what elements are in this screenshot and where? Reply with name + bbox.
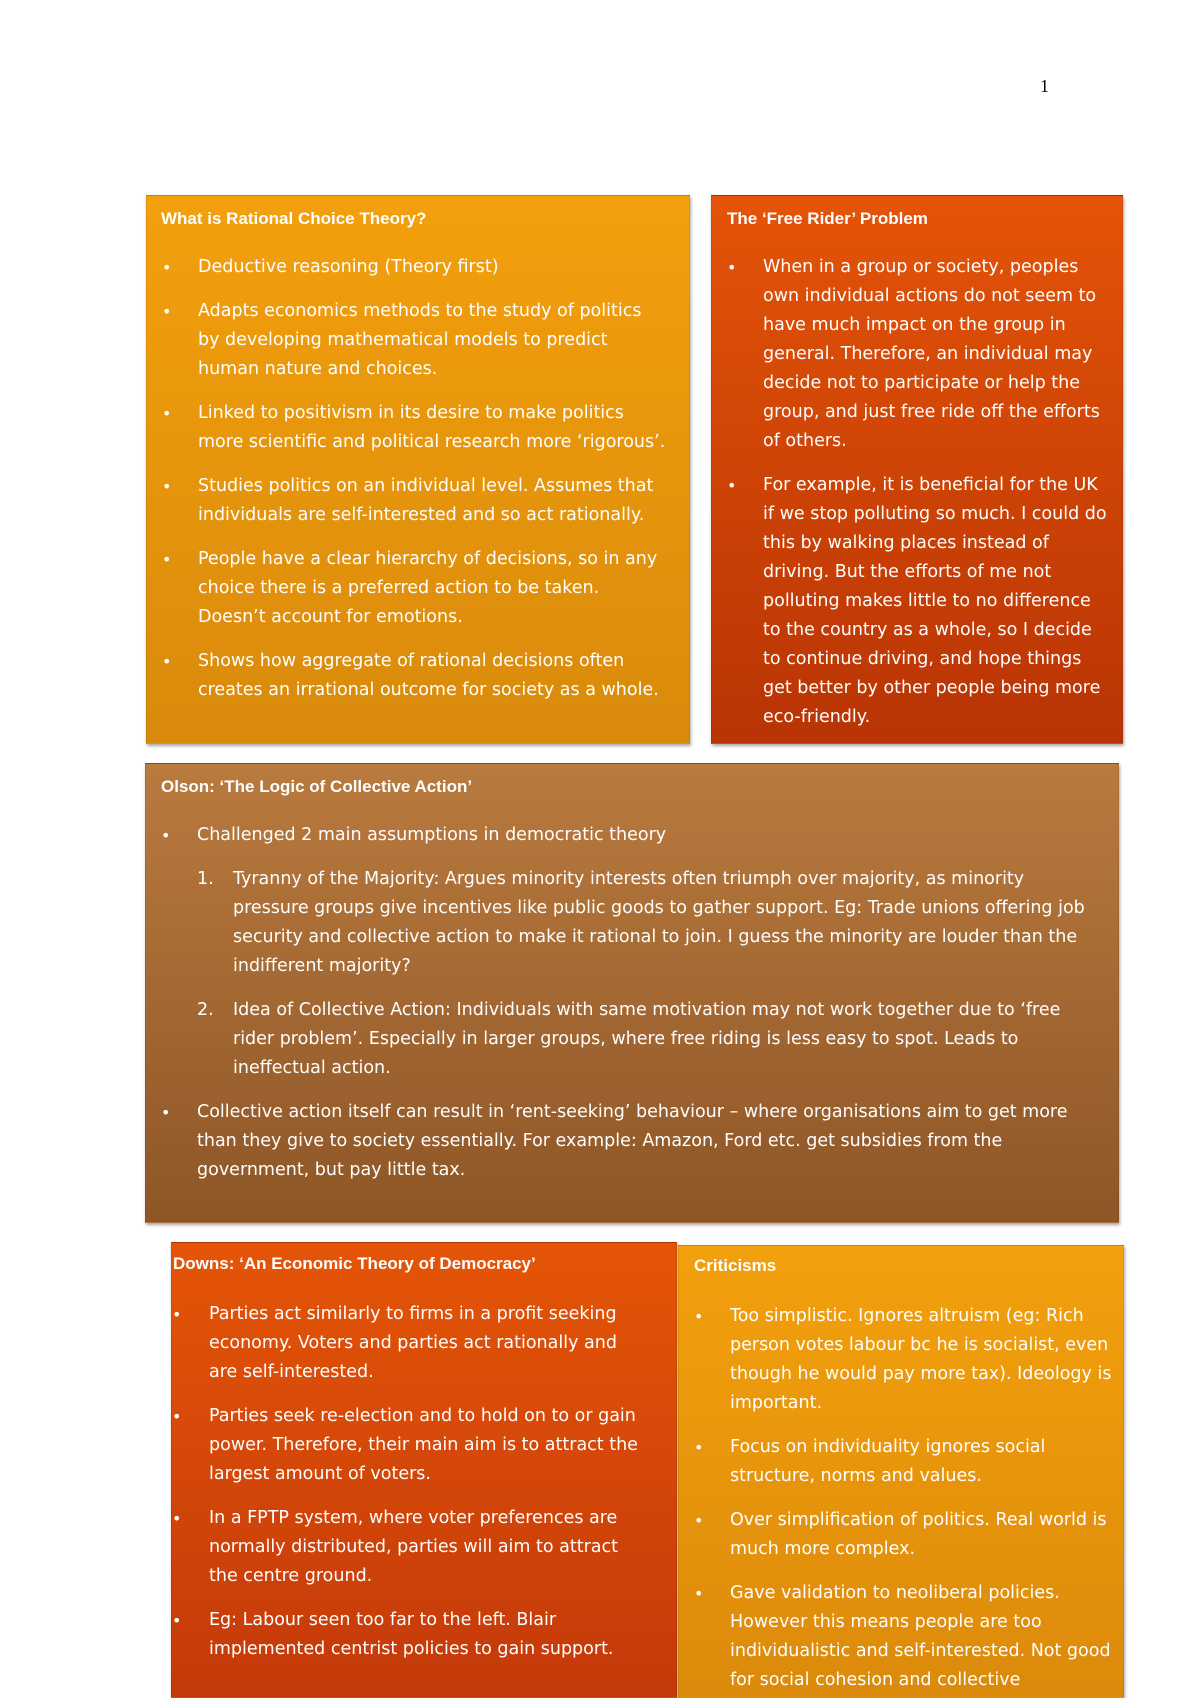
bullet-icon: • [694, 1438, 704, 1457]
criticisms-box [678, 1245, 1124, 1698]
free-rider-box [711, 195, 1123, 744]
olson-numbered-list [197, 865, 1097, 1083]
list-item: • Over simplification of politics. Real world is much more complex. [730, 1506, 1115, 1564]
bullet-icon: • [162, 550, 172, 569]
rational-choice-list [162, 253, 668, 720]
downs-list [172, 1300, 649, 1679]
list-item: • When in a group or society, peoples own individual actions do not seem to have much impact on the group in general. Therefore, an individual may decide not to participate or help the group, and just free ride off the efforts of others. [763, 253, 1113, 456]
bullet-icon: • [727, 258, 737, 277]
page-number: 1 [1040, 76, 1049, 96]
numbered-item: 2. Idea of Collective Action: Individuals with same motivation may not work together due to ‘free rider problem’. Especially in larger groups, where free riding is less easy to spot. Leads to ineffectual action. [233, 996, 1097, 1083]
bullet-icon: • [694, 1307, 704, 1326]
bullet-icon: • [162, 477, 172, 496]
numbered-item: 1. Tyranny of the Majority: Argues minority interests often triumph over majority, as minority pressure groups give incentives like public goods to gather support. Eg: Trade unions offering job security and collective action to make it rational to join. I guess the minority are louder than the indifferent majority? [233, 865, 1097, 981]
list-item: • Challenged 2 main assumptions in democratic theory 1. Tyranny of the Majority: Argues minority interests often triumph over majority, as minority pressure groups give incentives like public goods to gather support. Eg: Trade unions offering job security and collective action to make it rational to join. I guess the minority are louder than the indifferent majority? 2. Idea of Collective Action: Individuals with same motivation may not work together due to ‘free rider problem’. Especially in larger groups, where free riding is less easy to spot. Leads to ineffectual action. [197, 821, 1097, 1083]
free-rider-title: The ‘Free Rider’ Problem [727, 209, 928, 228]
olson-box [145, 763, 1119, 1223]
bullet-icon: • [172, 1611, 182, 1630]
bullet-icon: • [172, 1407, 182, 1426]
olson-title: Olson: ‘The Logic of Collective Action’ [161, 777, 473, 796]
bullet-icon: • [694, 1584, 704, 1603]
downs-title: Downs: ‘An Economic Theory of Democracy’ [173, 1254, 536, 1273]
list-item: • Parties seek re-election and to hold on to or gain power. Therefore, their main aim is to attract the largest amount of voters. [209, 1402, 649, 1489]
list-item: • For example, it is beneficial for the UK if we stop polluting so much. I could do this by walking places instead of driving. But the efforts of me not polluting makes little to no difference to the country as a whole, so I decide to continue driving, and hope things get better by other people being more eco-friendly. [763, 471, 1113, 732]
olson-list [161, 821, 1097, 1200]
item-number: 2. [197, 1000, 214, 1020]
list-item: • Gave validation to neoliberal policies. However this means people are too individualistic and self-interested. Not good for social cohesion and collective [730, 1579, 1115, 1695]
bullet-icon: • [694, 1511, 704, 1530]
criticisms-title: Criticisms [694, 1256, 777, 1275]
downs-box [171, 1242, 677, 1698]
list-item: • Focus on individuality ignores social structure, norms and values. [730, 1433, 1115, 1491]
bullet-icon: • [727, 476, 737, 495]
item-number: 1. [197, 869, 214, 889]
list-item: • Linked to positivism in its desire to make politics more scientific and political research more ‘rigorous’. [198, 399, 668, 457]
bullet-icon: • [162, 302, 172, 321]
list-item: • People have a clear hierarchy of decisions, so in any choice there is a preferred action to be taken. Doesn’t account for emotions. [198, 545, 668, 632]
bullet-icon: • [162, 404, 172, 423]
list-item: • Parties act similarly to firms in a profit seeking economy. Voters and parties act rationally and are self-interested. [209, 1300, 649, 1387]
list-item: • Shows how aggregate of rational decisions often creates an irrational outcome for society as a whole. [198, 647, 668, 705]
rational-choice-box [146, 195, 690, 744]
list-item: • Too simplistic. Ignores altruism (eg: Rich person votes labour bc he is socialist, even though he would pay more tax). Ideology is important. [730, 1302, 1115, 1418]
list-item: • Adapts economics methods to the study of politics by developing mathematical models to predict human nature and choices. [198, 297, 668, 384]
criticisms-list [694, 1302, 1115, 1698]
bullet-icon: • [172, 1509, 182, 1528]
rational-choice-title: What is Rational Choice Theory? [161, 209, 427, 228]
list-item: • In a FPTP system, where voter preferences are normally distributed, parties will aim to attract the centre ground. [209, 1504, 649, 1591]
bullet-icon: • [162, 652, 172, 671]
list-item: • Deductive reasoning (Theory first) [198, 253, 668, 282]
bullet-icon: • [172, 1305, 182, 1324]
bullet-icon: • [162, 258, 172, 277]
list-item: • Collective action itself can result in ‘rent-seeking’ behaviour – where organisations aim to get more than they give to society essentially. For example: Amazon, Ford etc. get subsidies from the government, but pay little tax. [197, 1098, 1097, 1185]
bullet-icon: • [161, 826, 171, 845]
free-rider-list [727, 253, 1113, 744]
list-item: • Eg: Labour seen too far to the left. Blair implemented centrist policies to gain support. [209, 1606, 649, 1664]
list-item: • Studies politics on an individual level. Assumes that individuals are self-interested and so act rationally. [198, 472, 668, 530]
bullet-icon: • [161, 1103, 171, 1122]
